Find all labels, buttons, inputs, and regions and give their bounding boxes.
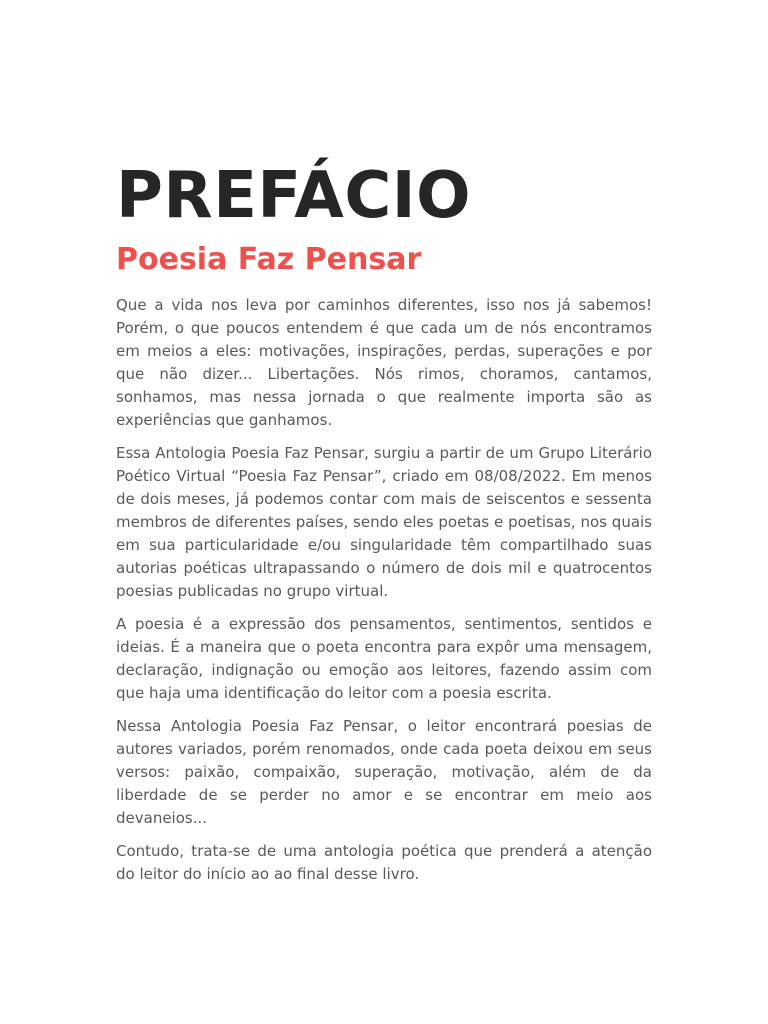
page-subtitle: Poesia Faz Pensar (116, 242, 422, 277)
page-title: PREFÁCIO (116, 159, 471, 233)
paragraph: Que a vida nos leva por caminhos diferentes, isso nos já sabemos! Porém, o que poucos entendem é que cada um de nós encontramos em meios a eles: motivações, inspirações, perdas, superações e por que não dizer... Libertações. Nós rimos, choramos, cantamos, sonhamos, mas nessa jornada o que realmente importa são as experiências que ganhamos. (116, 296, 652, 429)
paragraph: Essa Antologia Poesia Faz Pensar, surgiu a partir de um Grupo Literário Poético Virtual “Poesia Faz Pensar”, criado em 08/08/2022. Em menos de dois meses, já podemos contar com mais de seiscentos e sessenta membros de diferentes países, sendo eles poetas e poetisas, nos quais em sua particularidade e/ou singularidade têm compartilhado suas autorias poéticas ultrapassando o número de dois mil e quatrocentos poesias publicadas no grupo virtual. (116, 444, 652, 600)
paragraph: Nessa Antologia Poesia Faz Pensar, o leitor encontrará poesias de autores variados, porém renomados, onde cada poeta deixou em seus versos: paixão, compaixão, superação, motivação, além de da liberdade de se perder no amor e se encontrar em meio aos devaneios... (116, 717, 652, 827)
document-body (116, 294, 652, 886)
paragraph: A poesia é a expressão dos pensamentos, sentimentos, sentidos e ideias. É a maneira que o poeta encontra para expôr uma mensagem, declaração, indignação ou emoção aos leitores, fazendo assim com que haja uma identificação do leitor com a poesia escrita. (116, 615, 652, 702)
paragraph: Contudo, trata-se de uma antologia poética que prenderá a atenção do leitor do início ao ao final desse livro. (116, 842, 652, 883)
